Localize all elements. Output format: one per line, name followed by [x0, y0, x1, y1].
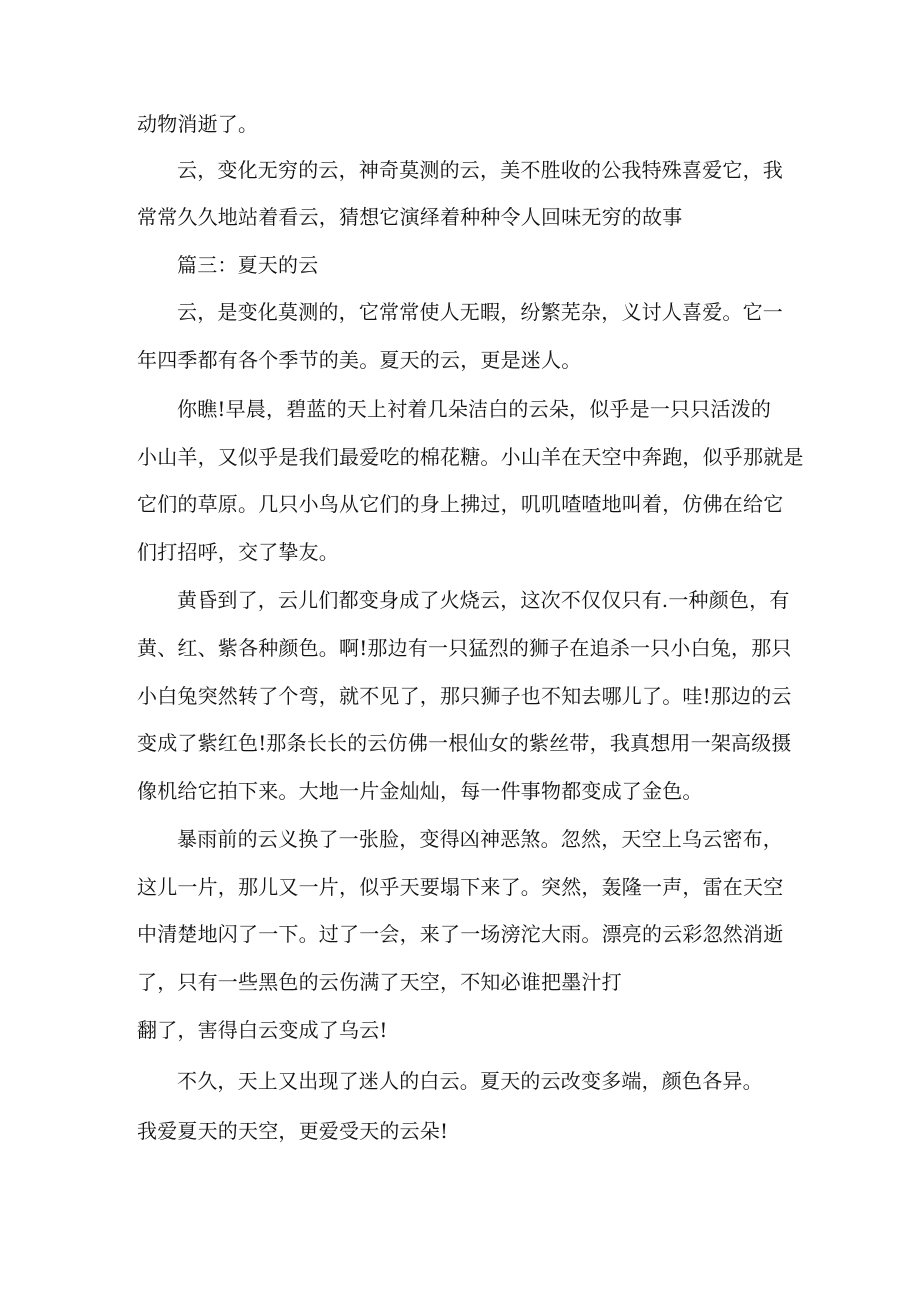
text-line: 它们的草原。几只小鸟从它们的身上拂过，叽叽喳喳地叫着，仿佛在给它 [137, 492, 784, 516]
paragraph-first-line: 你瞧!早晨，碧蓝的天上衬着几朵洁白的云朵，似乎是一只只活泼的 [177, 397, 772, 421]
text-line: 常常久久地站着看云，猜想它演绎着种种令人回味无穷的故事 [137, 205, 683, 229]
text-line: 中清楚地闪了一下。过了一会，来了一场滂沱大雨。漂亮的云彩忽然消逝 [137, 922, 784, 946]
paragraph-first-line: 黄昏到了，云儿们都变身成了火烧云，这次不仅仅只有.一种颜色，有 [177, 588, 790, 612]
paragraph-first-line: 云，变化无穷的云，神奇莫测的云，美不胜收的公我特殊喜爱它，我 [177, 158, 783, 182]
text-line: 像机给它拍下来。大地一片金灿灿，每一件事物都变成了金色。 [137, 779, 703, 803]
text-line: 黄、红、紫各种颜色。啊!那边有一只猛烈的狮子在追杀一只小白兔，那只 [137, 636, 792, 660]
text-line: 小山羊，又似乎是我们最爱吃的棉花糖。小山羊在天空中奔跑，似乎那就是 [137, 445, 804, 469]
text-line: 们打招呼，交了挚友。 [137, 540, 339, 564]
paragraph-first-line: 暴雨前的云义换了一张脸，变得凶神恶煞。忽然，天空上乌云密布， [177, 827, 783, 851]
text-line: 年四季都有各个季节的美。夏天的云，更是迷人。 [137, 348, 582, 372]
text-line: 这儿一片，那儿又一片，似乎天要塌下来了。突然，轰隆一声，雷在天空 [137, 875, 784, 899]
paragraph-first-line: 云，是变化莫测的，它常常使人无暇，纷繁芜杂，义讨人喜爱。它一 [177, 300, 783, 324]
text-line: 小白兔突然转了个弯，就不见了，那只狮子也不知去哪儿了。哇!那边的云 [137, 684, 792, 708]
text-line: 翻了，害得白云变成了乌云! [137, 1018, 388, 1042]
text-line: 动物消逝了。 [137, 112, 259, 136]
text-line: 变成了紫红色!那条长长的云仿佛一根仙女的紫丝带，我真想用一架高级摄 [137, 731, 792, 755]
paragraph-first-line: 不久，天上又出现了迷人的白云。夏天的云改变多端，颜色各异。 [177, 1069, 763, 1093]
text-line: 我爱夏天的天空，更爱受天的云朵! [137, 1119, 449, 1143]
section-heading: 篇三：夏天的云 [177, 253, 319, 277]
text-line: 了，只有一些黑色的云伤满了天空，不知必谁把墨汁打 [137, 970, 622, 994]
